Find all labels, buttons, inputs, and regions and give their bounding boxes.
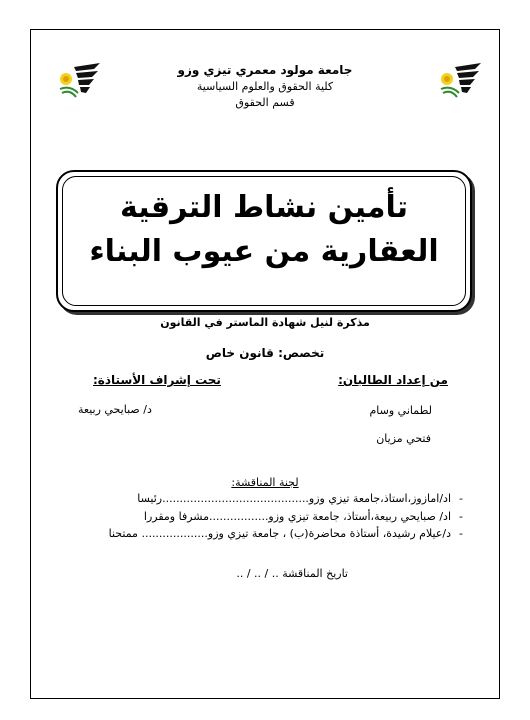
- supervisor-name: د/ صبايحي ربيعة: [78, 403, 152, 416]
- specialization: تخصص: قانون خاص: [205, 346, 325, 360]
- student-name: فتحي مزيان: [376, 432, 431, 445]
- jury-member-text: د/عيلام رشيدة، أستاذة محاضرة(ب) ، جامعة تيزي وزو................... ممتحنا: [108, 527, 452, 540]
- jury-member: [144, 510, 463, 523]
- jury-member: [137, 492, 463, 505]
- thesis-title: تأمين نشاط الترقية العقارية من عيوب البناء: [89, 190, 439, 269]
- title-box: [56, 170, 472, 312]
- department-name: قسم الحقوق: [235, 96, 295, 109]
- jury-member-text: اد/ صبايحي ربيعة،أستاذ، جامعة تيزي وزو.................مشرفا ومقررا: [143, 510, 452, 523]
- list-bullet: -: [459, 492, 463, 505]
- page-border: [30, 29, 500, 699]
- thesis-label: مذكرة لنيل شهادة الماستر في القانون: [160, 316, 370, 329]
- student-name: لطماني وسام: [369, 404, 432, 417]
- prepared-by-label: من إعداد الطالبان:: [338, 373, 448, 387]
- faculty-name: كلية الحقوق والعلوم السياسية: [196, 80, 334, 93]
- list-bullet: -: [459, 527, 463, 540]
- list-bullet: -: [459, 510, 463, 523]
- university-name: جامعة مولود معمري تيزي وزو: [177, 63, 353, 77]
- supervisor-label: تحت إشراف الأستاذة:: [93, 373, 221, 387]
- jury-member-text: اد/امازوز،استاذ،جامعة تيزي وزو..........................................رئيسا: [137, 492, 452, 505]
- jury-member: [109, 527, 463, 540]
- jury-title: لجنة المناقشة:: [231, 476, 299, 489]
- defense-date: تاريخ المناقشة .. / .. / ..: [236, 567, 348, 580]
